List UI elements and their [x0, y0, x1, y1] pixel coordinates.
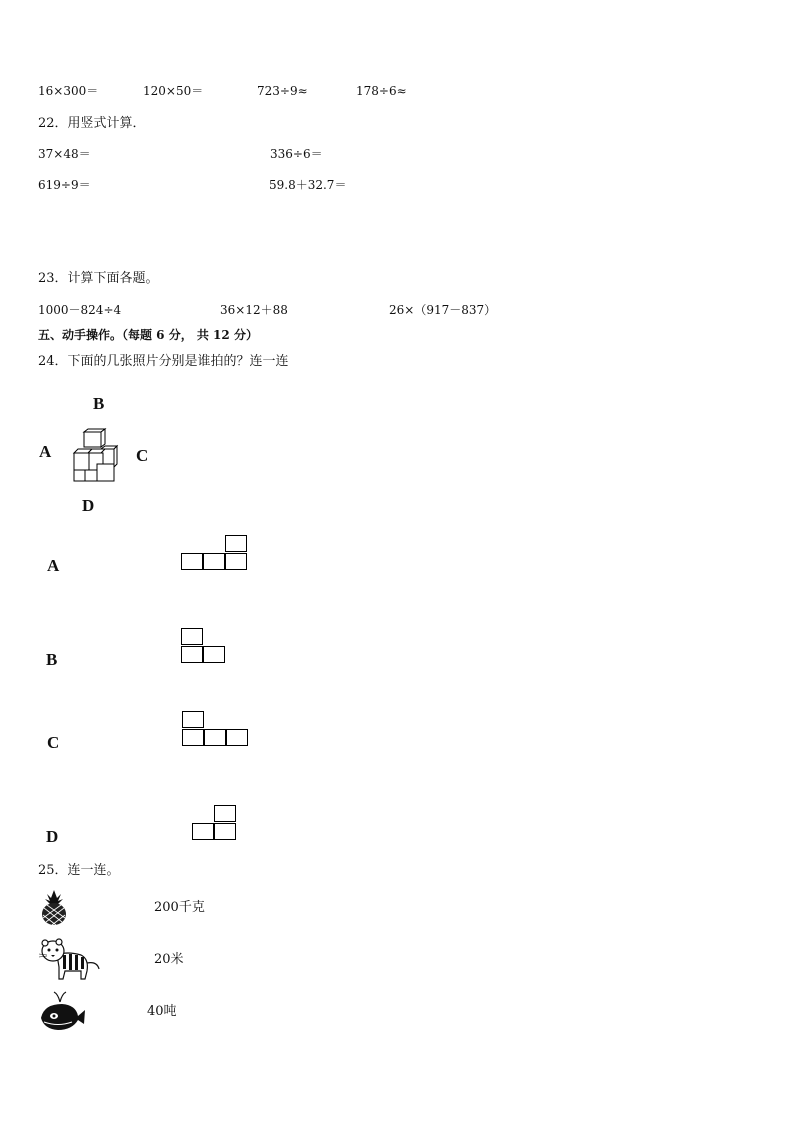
pineapple-icon: [37, 888, 71, 926]
q23-title: 23．计算下面各题。: [38, 271, 159, 286]
view-c-grid: [182, 711, 250, 748]
option-20m: 20米: [154, 952, 184, 967]
cube-label-top: B: [93, 394, 105, 413]
grid-cell: [214, 805, 236, 822]
q25-title: 25．连一连。: [38, 863, 120, 878]
view-label-a: A: [47, 556, 60, 575]
view-label-d: D: [46, 827, 59, 846]
option-200kg: 200千克: [154, 900, 205, 915]
view-d-grid: [192, 805, 238, 842]
expr-723div9: 723÷9≈: [257, 84, 308, 98]
grid-cell: [225, 535, 247, 552]
grid-cell: [182, 711, 204, 728]
q22-item-2: 336÷6＝: [270, 147, 323, 161]
grid-cell: [181, 628, 203, 645]
grid-cell: [225, 553, 247, 570]
grid-cell: [203, 553, 225, 570]
q22-item-4: 59.8＋32.7＝: [269, 178, 347, 192]
q22-item-1: 37×48＝: [38, 147, 91, 161]
view-b-grid: [181, 628, 227, 665]
q22-item-3: 619÷9＝: [38, 178, 91, 192]
q23-item-3: 26×（917－837）: [389, 303, 497, 317]
grid-cell: [226, 729, 248, 746]
whale-icon: [38, 990, 88, 1032]
cube-label-right: C: [136, 446, 149, 465]
grid-cell: [181, 646, 203, 663]
cube-label-bottom: D: [82, 496, 95, 515]
cube-stack-figure: [70, 428, 120, 484]
grid-cell: [203, 646, 225, 663]
q23-item-1: 1000－824÷4: [38, 303, 122, 317]
view-label-c: C: [47, 733, 60, 752]
grid-cell: [204, 729, 226, 746]
grid-cell: [192, 823, 214, 840]
grid-cell: [214, 823, 236, 840]
expr-178div6: 178÷6≈: [356, 84, 407, 98]
view-label-b: B: [46, 650, 58, 669]
q22-title: 22．用竖式计算．: [38, 116, 146, 131]
cube-label-left: A: [39, 442, 52, 461]
option-40t: 40吨: [147, 1004, 177, 1019]
tiger-icon: [37, 937, 103, 981]
section-5-heading: 五、动手操作。（每题 6 分， 共 12 分）: [38, 328, 258, 342]
view-a-grid: [181, 535, 249, 572]
grid-cell: [182, 729, 204, 746]
grid-cell: [181, 553, 203, 570]
q24-title: 24．下面的几张照片分别是谁拍的？连一连: [38, 354, 289, 369]
expr-16x300: 16×300＝: [38, 84, 99, 98]
expr-120x50: 120×50＝: [143, 84, 204, 98]
q23-item-2: 36×12＋88: [220, 303, 288, 317]
